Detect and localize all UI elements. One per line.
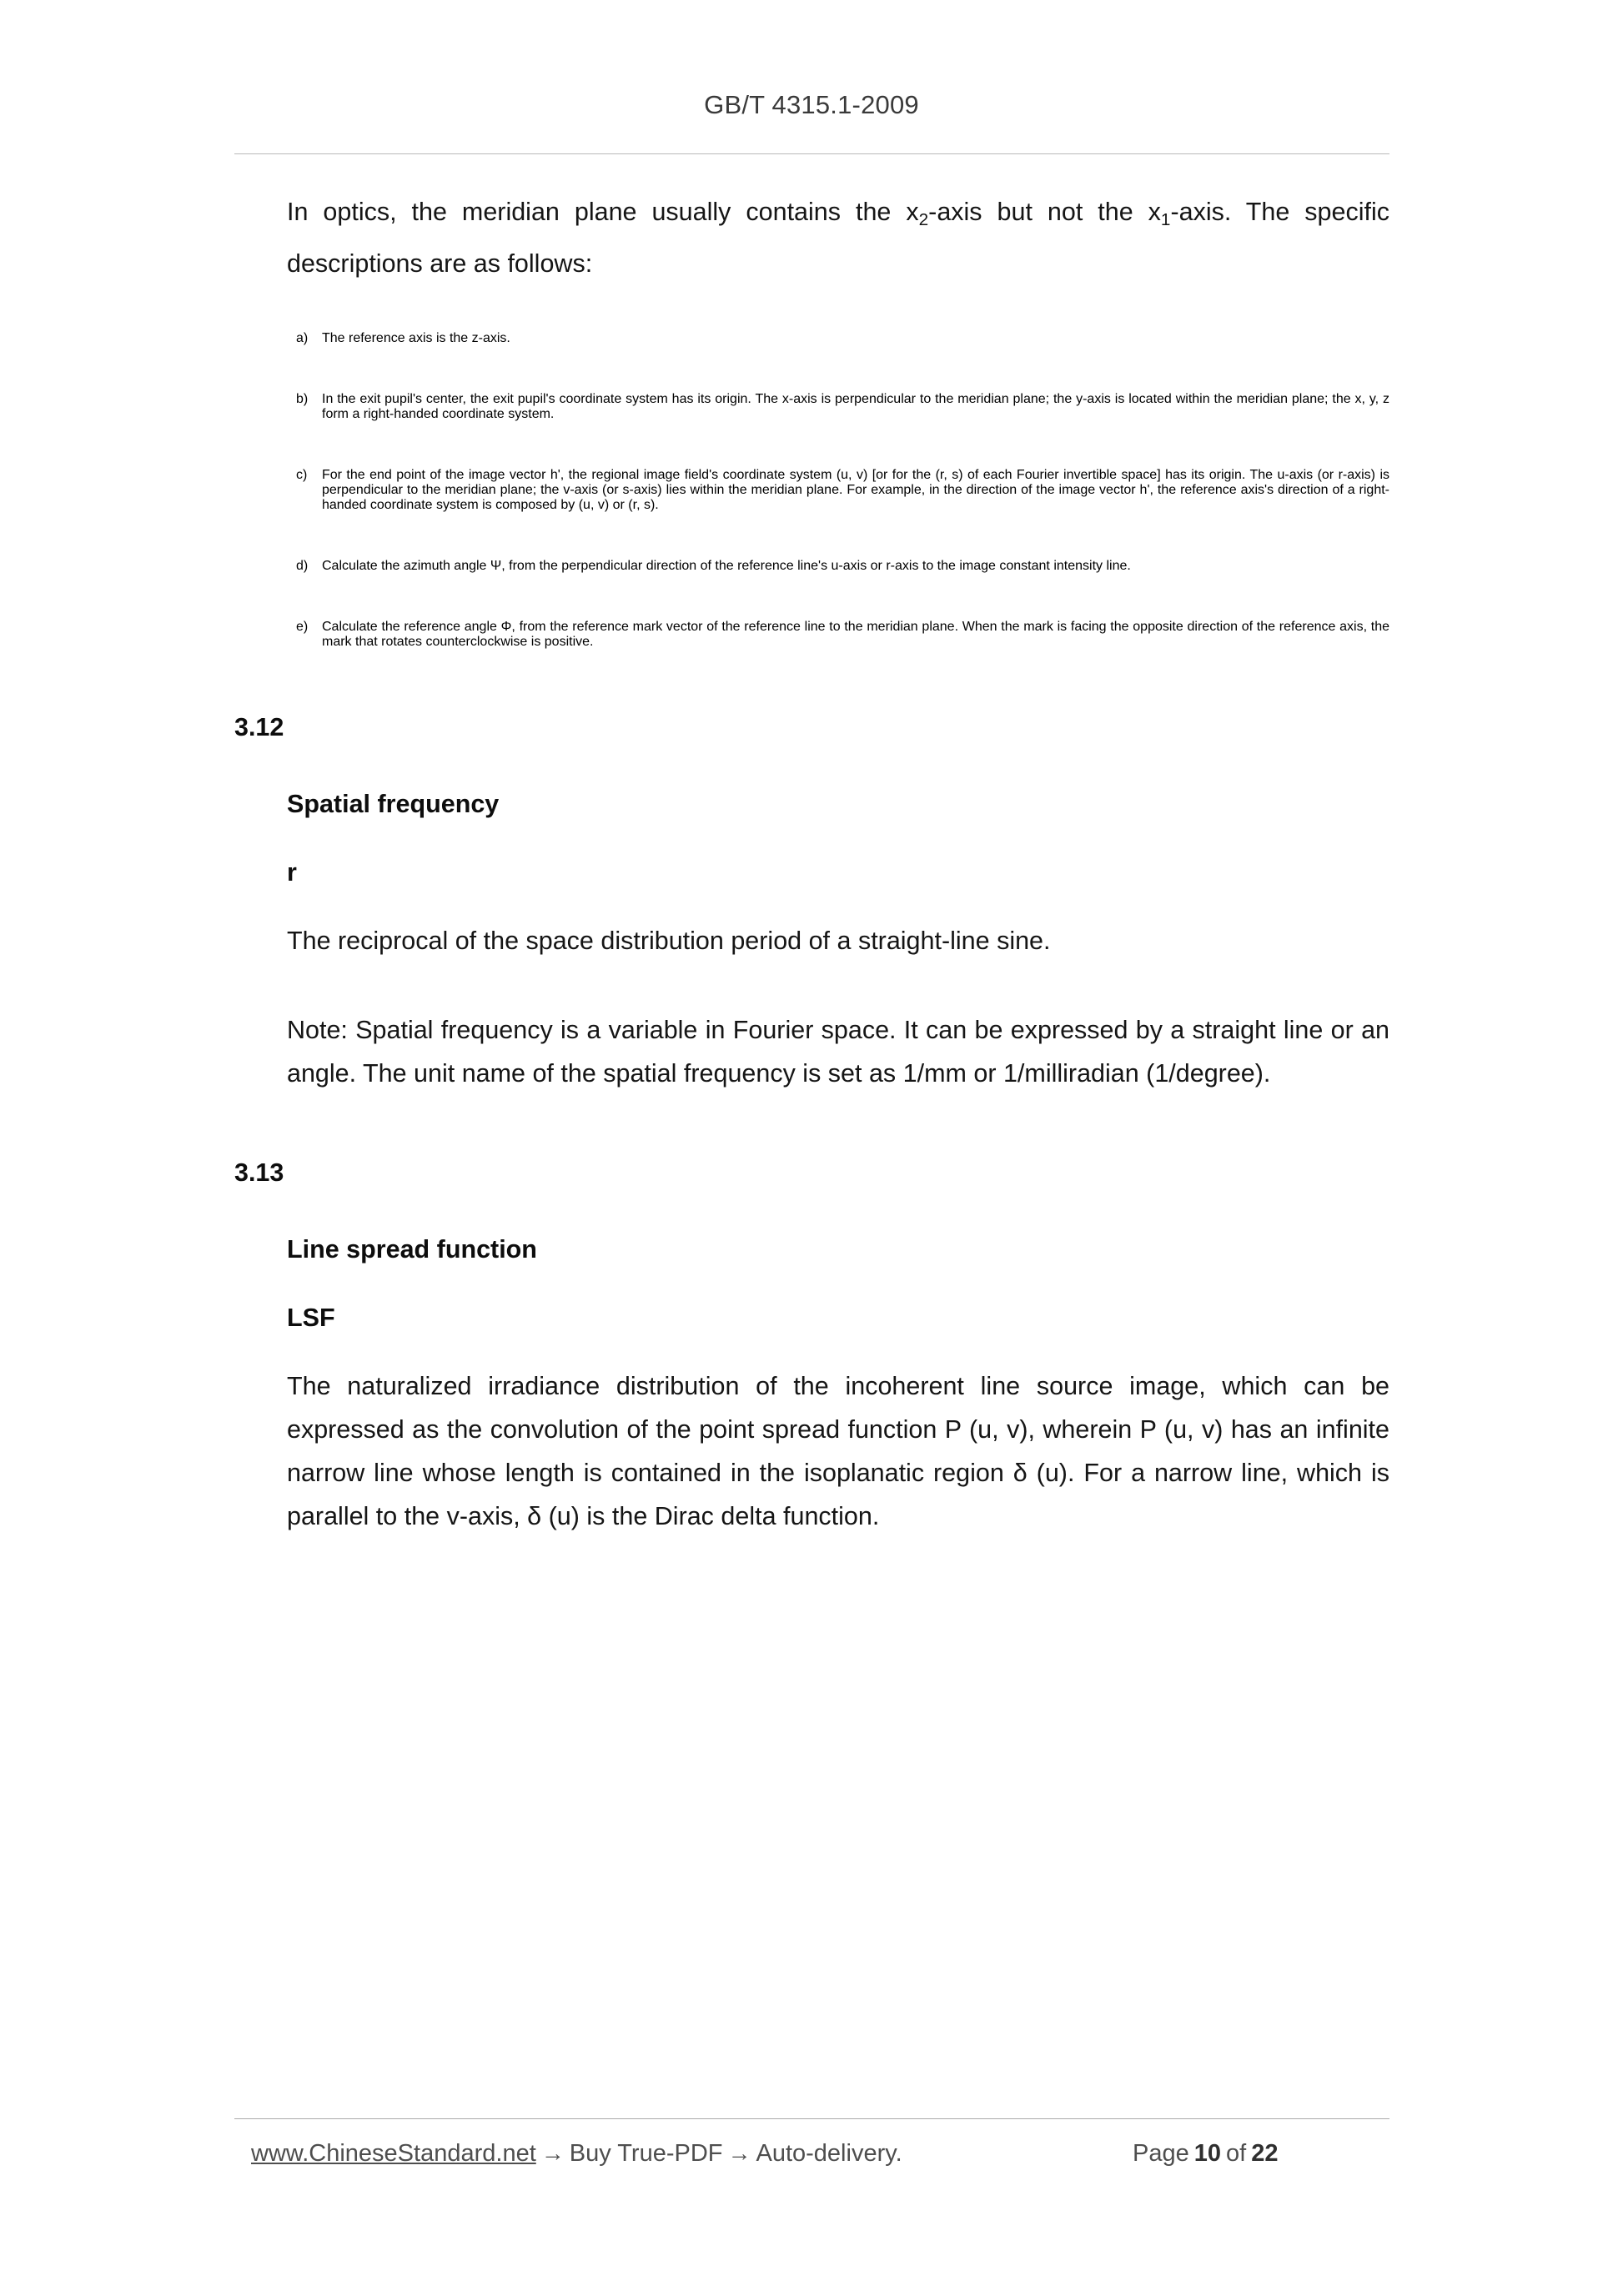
spacer [234,1271,1394,1296]
list-text-d: Calculate the azimuth angle Ψ, from the perpendicular direction of the reference line's u-axis or r-axis to the image constant intensity line. [322,558,1131,573]
spacer [234,749,1394,782]
section-note-312: Note: Spatial frequency is a variable in Fourier space. It can be expressed by a straight line or an angle. The unit name of the spatial frequency is set as 1/mm or 1/milliradian (1/degree). [287,1015,1389,1088]
list-marker-c: c) [296,467,308,482]
section-symbol-313: LSF [287,1303,335,1332]
section-number-312: 3.12 [234,712,284,741]
subscript-1: 1 [1160,209,1171,229]
footer-buy-text: Buy True-PDF [569,2140,723,2167]
intro-part-1: In optics, the meridian plane usually contains the x [287,198,919,226]
standard-code: GB/T 4315.1-2009 [704,90,919,119]
page-footer [234,2140,1394,2178]
spacer [234,826,1394,851]
intro-part-3: -axis. The specific descriptions are as follows: [287,198,1390,278]
list-marker-d: d) [296,558,309,573]
section-number-313: 3.13 [234,1158,284,1187]
section-definition-313: The naturalized irradiance distribution of the incoherent line source image, which can be expressed as the convolution of the point spread function P (u, v), wherein P (u, v) has an infinite narrow line whose length is contained in the isoplanatic region δ (u). For a narrow line, which is parallel to the v-axis, δ (u) is the Dirac delta function. [287,1371,1389,1530]
footer-url-link[interactable]: www.ChineseStandard.net [251,2140,536,2167]
list-item-d [234,559,1394,574]
spacer [234,313,1394,331]
list-item-b [234,392,1394,422]
header-divider [234,153,1389,154]
spacer [234,1339,1394,1364]
list-marker-b: b) [296,391,309,406]
of-label: of [1226,2140,1247,2167]
list-item-e [234,620,1394,650]
section-definition-312: The reciprocal of the space distribution period of a straight-line sine. [287,926,1051,955]
list-text-e: Calculate the reference angle Φ, from the reference mark vector of the reference line to the meridian plane. When the mark is facing the opposite direction of the reference axis, the mark that rotates counterclockwise is positive. [322,619,1389,649]
spacer [234,540,1394,559]
footer-divider [234,2118,1389,2119]
subscript-2: 2 [918,209,929,229]
arrow-right-icon-1: → [540,2140,565,2166]
list-text-b: In the exit pupil's center, the exit pupil's coordinate system has its origin. The x-axis is perpendicular to the meridian plane; the y-axis is located within the meridian plane; the x, y, z form a right-handed coordinate system. [322,391,1389,421]
list-item-a [234,331,1394,346]
list-text-a: The reference axis is the z-axis. [322,330,510,345]
current-page-number: 10 [1193,2140,1221,2167]
spacer [234,374,1394,392]
page-label: Page [1133,2140,1189,2167]
list-marker-a: a) [296,330,309,345]
section-title-313: Line spread function [287,1234,537,1264]
page-header [0,90,1623,120]
footer-delivery-text: Auto-delivery. [756,2140,902,2167]
intro-part-2: -axis but not the x [928,198,1161,226]
list-marker-e: e) [296,619,309,634]
list-text-c: For the end point of the image vector h', the regional image field's coordinate system (u, v) [or for the (r, s) of each Fourier invertible space] has its origin. The u-axis (or r-axis) is perpendicular to the meridian plane; the v-axis (or s-axis) lies within the meridian plane. For example, in the direction of the image vector h', the reference axis's direction of a right-handed coordinate system is composed by (u, v) or (r, s). [322,467,1389,512]
section-symbol-312: r [287,857,297,887]
list-item-c [234,468,1394,513]
spacer [234,990,1394,1008]
arrow-right-icon-2: → [727,2140,751,2166]
spacer [234,677,1394,706]
footer-promo [251,2140,902,2168]
spacer [234,1194,1394,1228]
spacer [234,1123,1394,1151]
page-content [234,190,1394,1565]
spacer [234,894,1394,919]
intro-paragraph [234,190,1394,285]
page-indicator [1133,2140,1283,2168]
section-title-312: Spatial frequency [287,789,500,818]
spacer [234,450,1394,468]
total-page-number: 22 [1251,2140,1279,2167]
spacer [234,601,1394,620]
